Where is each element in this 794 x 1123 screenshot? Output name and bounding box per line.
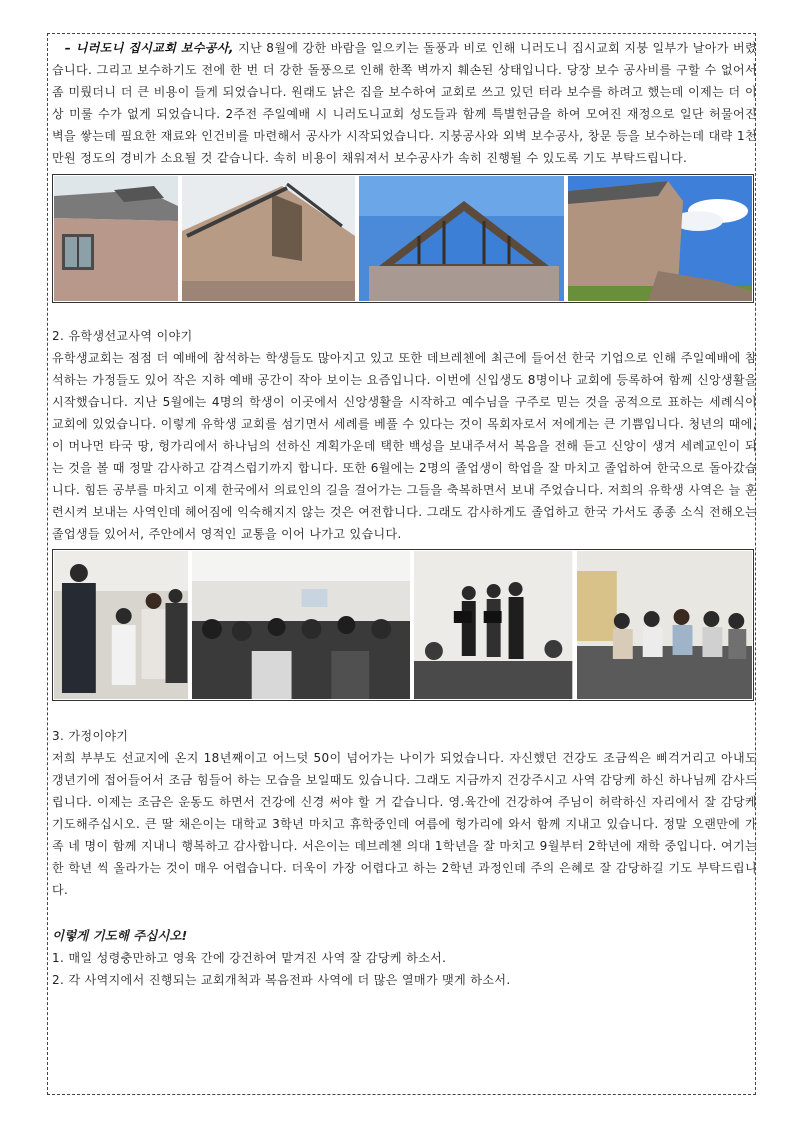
section2-title: 2. 유학생선교사역 이야기 <box>52 329 193 343</box>
section1-text: 지난 8월에 강한 바람을 일으키는 돌풍과 비로 인해 니러도니 집시교회 지붕 일부가 날아가 버렸습니다. 그리고 보수하기도 전에 한 번 더 강한 돌풍으로 인해 한쪽 벽까지 훼손된 상태입니다. 당장 보수 공사비를 구할 수 없어서 좀 미뤘더니 더 큰 비용이 들게 되었습니다. 원래도 낡은 집을 보수하여 교회로 쓰고 있던 터라 보수를 하려고 했는데 이제는 더 이상 미룰 수가 없게 되었습니다. 2주전 주일예배 시 니러도니교회 성도들과 함께 특별헌금을 하여 모여진 재정으로 일단 허물어진 벽을 쌓는데 필요한 재료와 인건비를 마련해서 공사가 시작되었습니다. 지붕공사와 외벽 보수공사, 창문 등을 보수하는데 대략 1천만원 정도의 경비가 소요될 것 같습니다. 속히 비용이 채워져서 보수공사가 속히 진행될 수 있도록 기도 부탁드립니다. <box>52 41 757 165</box>
ministry-photo-baptism <box>54 551 188 699</box>
repair-photo-2 <box>182 176 355 301</box>
ministry-photo-congregation <box>192 551 410 699</box>
repair-photo-1 <box>54 176 178 301</box>
prayer-item-1: 1. 매일 성령충만하고 영육 간에 강건하여 맡겨진 사역 잘 감당케 하소서. <box>52 951 447 965</box>
newsletter-content <box>52 34 757 991</box>
section1-lead: – 니러도니 집시교회 보수공사, <box>64 41 234 55</box>
ministry-photo-row <box>52 549 754 701</box>
section3-paragraph: 저희 부부도 선교지에 온지 18년째이고 어느덧 50이 넘어가는 나이가 되었습니다. 자신했던 건강도 조금씩은 삐걱거리고 아내도 갱년기에 접어들어서 조금 힘들어 하는 모습을 보일때도 있습니다. 그래도 지금까지 건강주시고 사역 감당케 하신 하나님께 감사드립니다. 이제는 조금은 운동도 하면서 건강에 신경 써야 할 거 같습니다. 영.육간에 건강하여 주님이 허락하신 자리에서 잘 감당케 기도해주십시오. 큰 딸 채은이는 대학교 3학년 마치고 휴학중인데 여름에 헝가리에 와서 함께 지내고 있습니다. 정말 오랜만에 가족 네 명이 함께 지내니 행복하고 감사합니다. 서은이는 데브레첸 의대 1학년을 잘 마치고 9월부터 2학년에 재학 중입니다. 여기는 한 학년 씩 올라가는 것이 매우 어렵습니다. 더욱이 가장 어렵다고 하는 2학년 과정인데 주의 은혜로 잘 감당하길 기도 부탁드립니다. <box>52 751 757 897</box>
ministry-photo-worship-team <box>414 551 572 699</box>
ministry-photo-group <box>577 551 752 699</box>
prayer-title: 이렇게 기도해 주십시오! <box>52 928 188 943</box>
repair-photo-3 <box>359 176 564 301</box>
repair-photo-row <box>52 174 754 303</box>
prayer-item-2: 2. 각 사역지에서 진행되는 교회개척과 복음전파 사역에 더 많은 열매가 맺게 하소서. <box>52 973 511 987</box>
section1-paragraph <box>52 37 757 169</box>
repair-photo-4 <box>568 176 752 301</box>
section2-paragraph: 유학생교회는 점점 더 예배에 참석하는 학생들도 많아지고 있고 또한 데브레첸에 최근에 들어선 한국 기업으로 인해 주일예배에 참석하는 가정들도 있어 작은 지하 예배 공간이 작아 보이는 요즘입니다. 이번에 신입생도 8명이나 교회에 등록하여 함께 신앙생활을 시작했습니다. 지난 5월에는 4명의 학생이 이곳에서 신앙생활을 시작하고 예수님을 구주로 믿는 것을 공적으로 표하는 세례식이 교회에 있었습니다. 이렇게 유학생 교회를 섬기면서 세례를 베풀 수 있다는 것이 목회자로서 저에게는 큰 기쁨입니다. 청년의 때에, 이 머나먼 타국 땅, 헝가리에서 하나님의 선하신 계획가운데 택한 백성을 보내주셔서 복음을 전해 듣고 신앙이 생겨 세례교인이 되는 것을 볼 때 정말 감사하고 감격스럽기까지 합니다. 또한 6월에는 2명의 졸업생이 학업을 잘 마치고 졸업하여 한국으로 돌아갔습니다. 힘든 공부를 마치고 이제 한국에서 의료인의 길을 걸어가는 그들을 축복하면서 보내 주었습니다. 저희의 유학생 사역은 늘 훈련시켜 보내는 사역인데 헤어짐에 익숙해지지 않는 것은 여전합니다. 그래도 감사하게도 졸업하고 한국 가서도 종종 소식 전해오는 졸업생들 있어서, 주안에서 영적인 교통을 이어 나가고 있습니다. <box>52 351 757 541</box>
section3-title: 3. 가정이야기 <box>52 729 129 743</box>
